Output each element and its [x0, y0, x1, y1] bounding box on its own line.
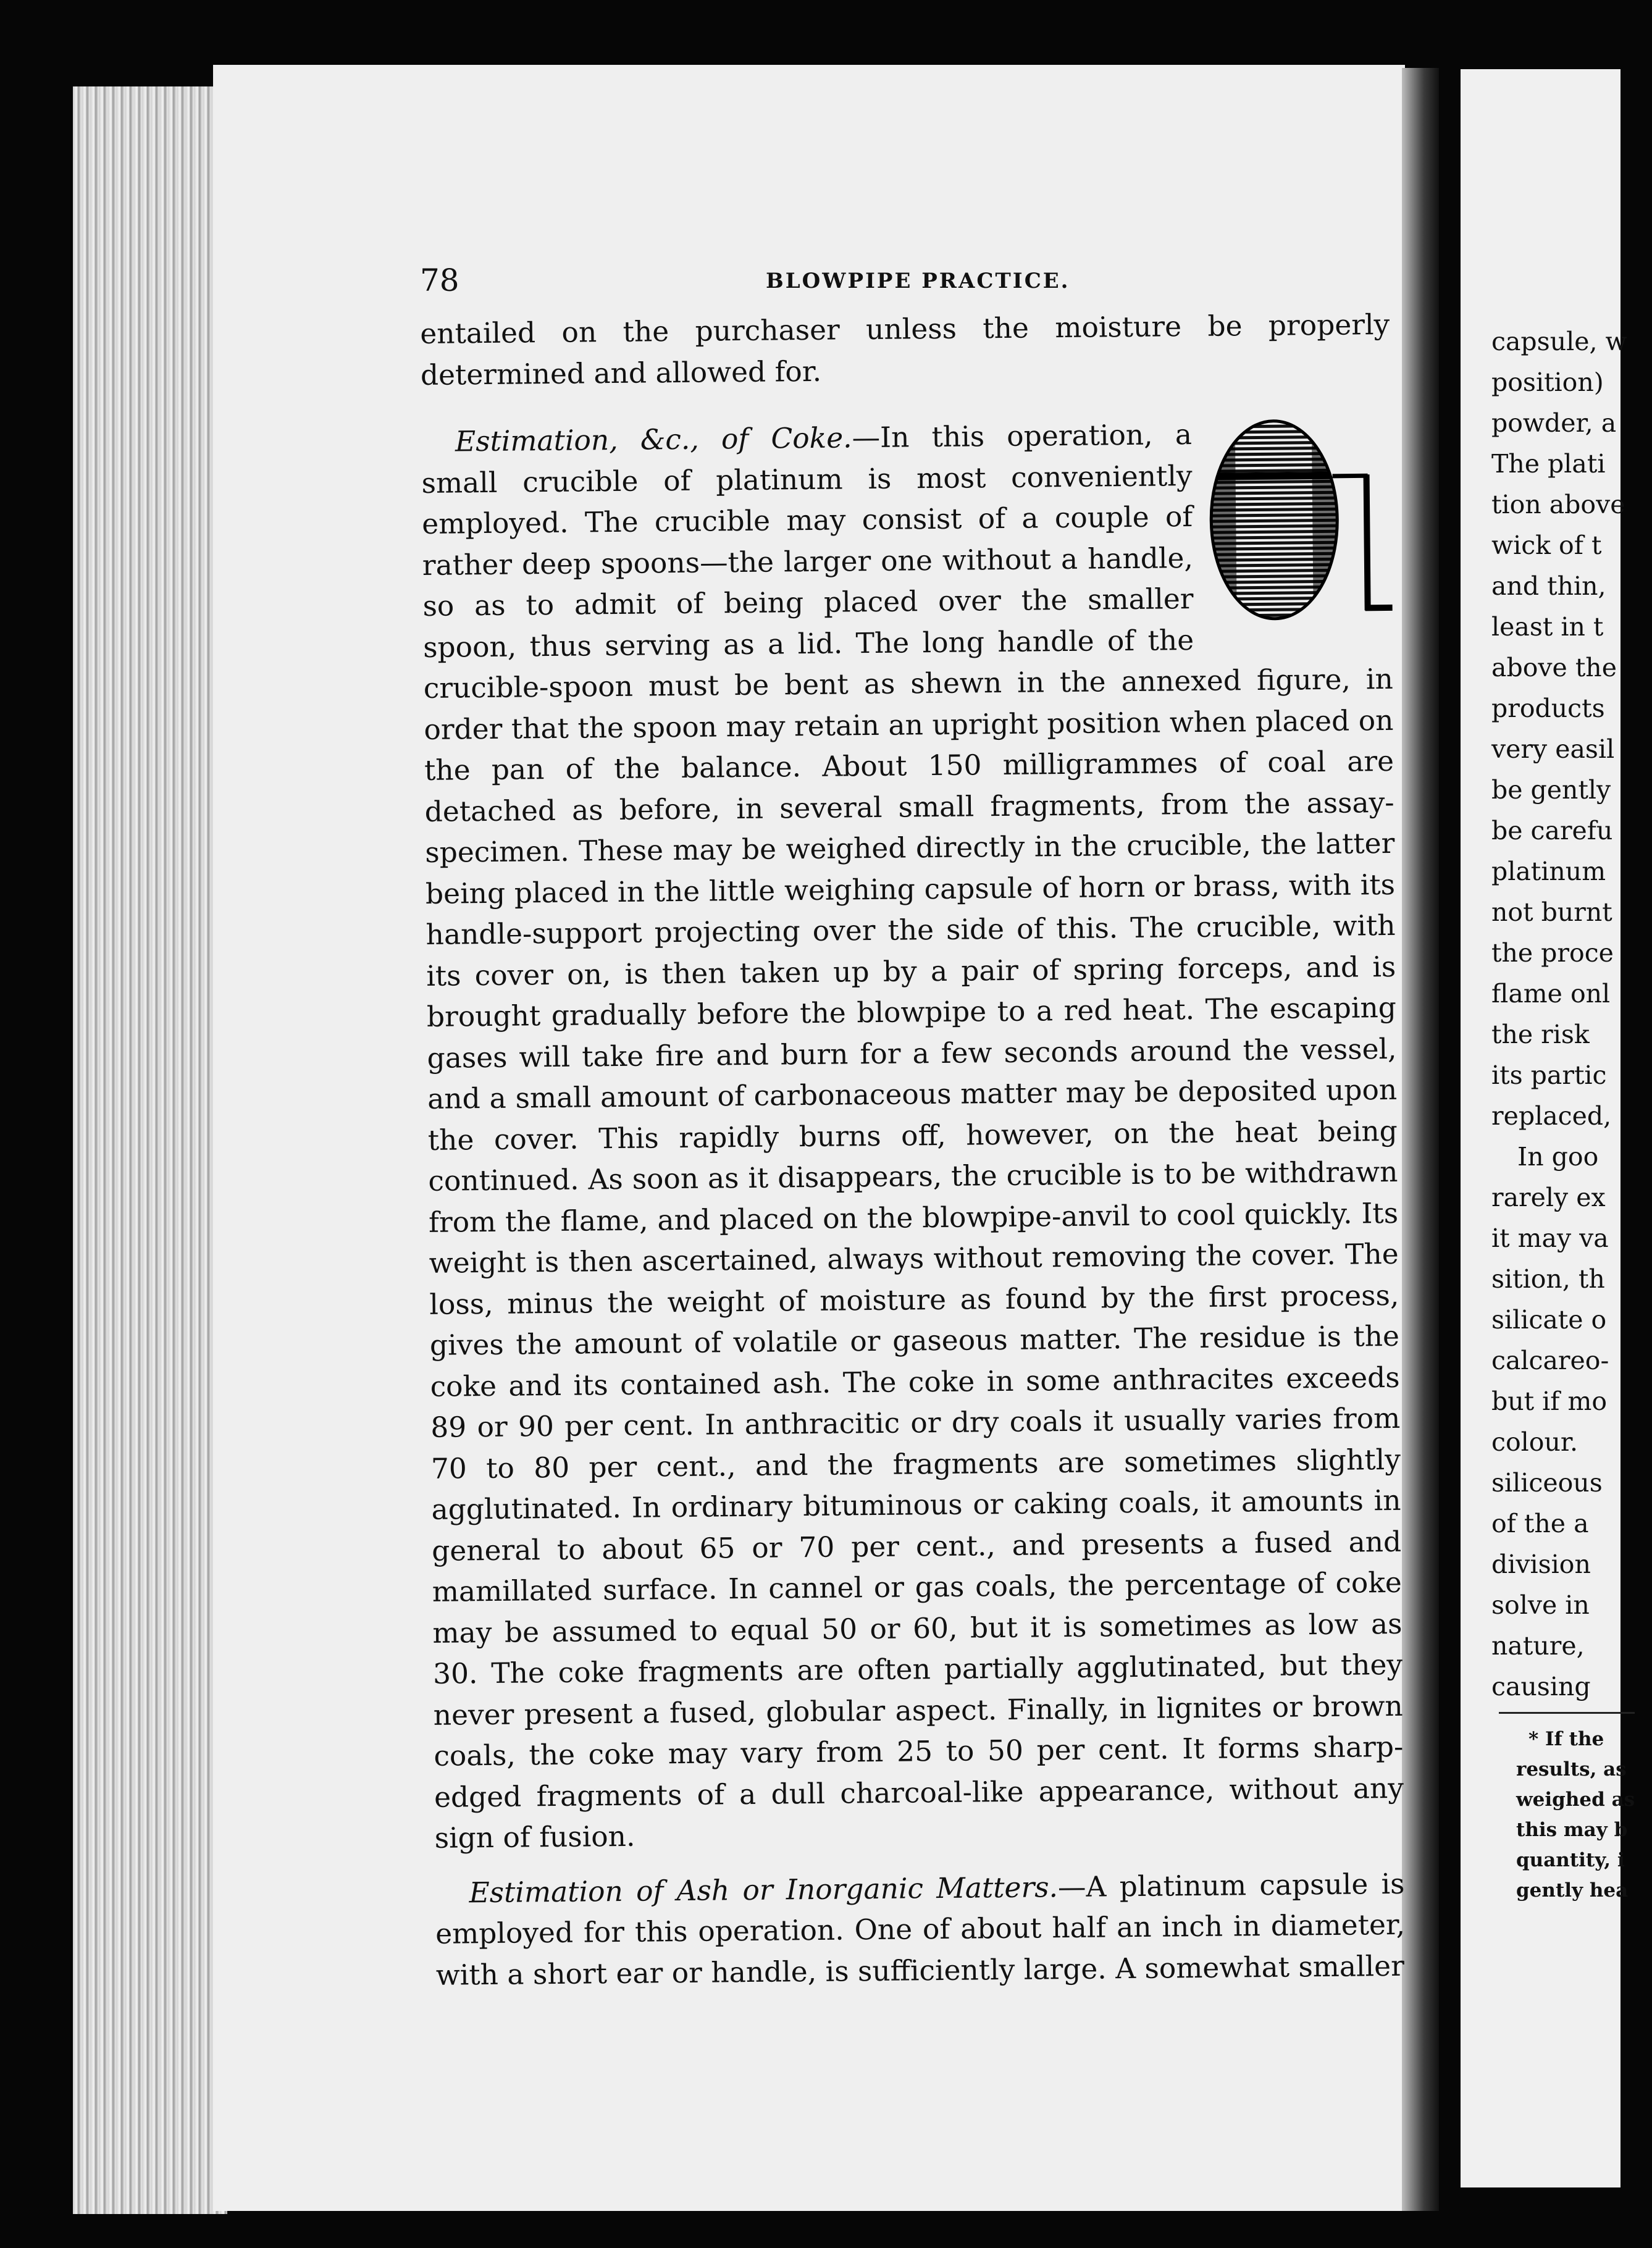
footnote-line: gently hea	[1516, 1879, 1629, 1902]
right-page-line: be gently	[1491, 775, 1611, 805]
right-page-line: wick of t	[1491, 531, 1602, 560]
right-page-line: siliceous	[1491, 1468, 1603, 1498]
right-page-line: but if mo	[1491, 1386, 1608, 1416]
right-page-line: its partic	[1491, 1060, 1607, 1090]
book-gutter	[1402, 68, 1439, 2211]
right-page-line: sition, th	[1491, 1264, 1605, 1294]
right-page-line: be carefu	[1491, 816, 1613, 845]
right-page-line: causing	[1491, 1672, 1591, 1701]
right-page-line: least in t	[1491, 612, 1604, 642]
main-text	[420, 304, 1406, 1996]
running-title: BLOWPIPE PRACTICE.	[766, 269, 1070, 293]
right-page-line: flame onl	[1491, 979, 1611, 1009]
right-page-line: In goo	[1517, 1142, 1599, 1172]
crucible-figure	[1205, 413, 1393, 624]
page-number: 78	[420, 262, 459, 298]
right-page-line: platinum	[1491, 857, 1606, 886]
coke-heading: Estimation, &c., of Coke.	[455, 421, 852, 458]
footnote-line: quantity, i	[1516, 1849, 1625, 1871]
right-page-footnote	[1516, 1724, 1652, 1906]
book-page-right	[1461, 69, 1635, 2187]
right-page-line: nature,	[1491, 1631, 1585, 1661]
ash-text: —A platinum capsule is employed for this operation. One of about half an inch in diameter, with a short ear or handle, is sufficiently large. A somewhat smaller	[435, 1867, 1406, 1992]
paragraph-1: entailed on the purchaser unless the moisture be properly determined and allowed for.	[420, 308, 1390, 392]
right-page-line: capsule, w	[1491, 327, 1627, 356]
right-page-line: The plati	[1491, 449, 1606, 479]
right-page-line: the proce	[1491, 938, 1614, 968]
right-page-line: silicate o	[1491, 1305, 1607, 1335]
right-page-text	[1491, 321, 1652, 1707]
right-page-line: division	[1491, 1550, 1591, 1579]
footnote-line: this may b	[1516, 1819, 1628, 1841]
paragraph-coke	[421, 413, 1404, 1859]
right-page-line: colour.	[1491, 1427, 1578, 1457]
right-page-line: replaced,	[1491, 1101, 1612, 1131]
coke-text: —In this operation, a small crucible of platinum is most conveniently employed. The crucible may consist of a couple of rather deep spoons—the larger one without a handle, so as to admit of being placed over the smaller spoon, thus serving as a lid. The long handle of the crucible-spoon must be bent as shewn in the annexed figure, in order that the spoon may retain an upright position when placed on the pan of the balance. About 150 milligrammes of coal are detached as before, in several small fragments, from the assay-specimen. These may be weighed directly in the crucible, the latter being placed in the little weighing capsule of horn or brass, with its handle-support projecting over the side of this. The crucible, with its cover on, is then taken up by a pair of spring forceps, and is brought gradually before the blowpipe to a red heat. The escaping gases will take fire and burn for a few seconds around the vessel, and a small amount of carbonaceous matter may be deposited upon the cover. This rapidly burns off, however, on the heat being continued. As soon as it disappears, the crucible is to be withdrawn from the flame, and placed on the blowpipe-anvil to cool quickly. Its weight is then ascertained, always without removing the cover. The loss, minus the weight of moisture as found by the first process, gives the amount of volatile or gaseous matter. The residue is the coke and its contained ash. The coke in some anthracites exceeds 89 or 90 per cent. In anthracitic or dry coals it usually varies from 70 to 80 per cent., and the fragments are sometimes slightly agglutinated. In ordinary bituminous or caking coals, it amounts in general to about 65 or 70 per cent., and presents a fused and mamillated surface. In cannel or gas coals, the percentage of coke may be assumed to equal 50 or 60, but it is sometimes as low as 30. The coke fragments are often partially agglutinated, but they never present a fused, globular aspect. Finally, in lignites or brown coals, the coke may vary from 25 to 50 per cent. It forms sharp-edged fragments of a dull charcoal-like appearance, without any sign of fusion.	[421, 418, 1404, 1855]
footnote-line: weighed as	[1516, 1789, 1635, 1811]
right-page-line: products	[1491, 694, 1605, 723]
right-page-line: of the a	[1491, 1509, 1589, 1538]
right-page-line: rarely ex	[1491, 1183, 1606, 1212]
paragraph-ash	[435, 1863, 1406, 1996]
footnote-rule	[1499, 1712, 1635, 1714]
footnote-line: results, as	[1516, 1758, 1627, 1780]
footnote-line: * If the	[1528, 1728, 1604, 1750]
right-page-line: calcareo-	[1491, 1346, 1609, 1375]
right-page-line: not burnt	[1491, 897, 1612, 927]
right-page-line: very easil	[1491, 734, 1615, 764]
right-page-line: above the	[1491, 653, 1617, 682]
ash-heading: Estimation of Ash or Inorganic Matters.	[469, 1870, 1059, 1909]
right-page-line: the risk	[1491, 1020, 1590, 1049]
right-page-line: position)	[1491, 367, 1604, 397]
right-page-line: and thin,	[1491, 571, 1606, 601]
running-head	[420, 262, 1396, 300]
right-page-line: powder, a	[1491, 408, 1617, 438]
right-page-line: tion above	[1491, 490, 1625, 519]
page-edges	[73, 86, 227, 2214]
right-page-line: solve in	[1491, 1590, 1590, 1620]
right-page-line: it may va	[1491, 1223, 1609, 1253]
